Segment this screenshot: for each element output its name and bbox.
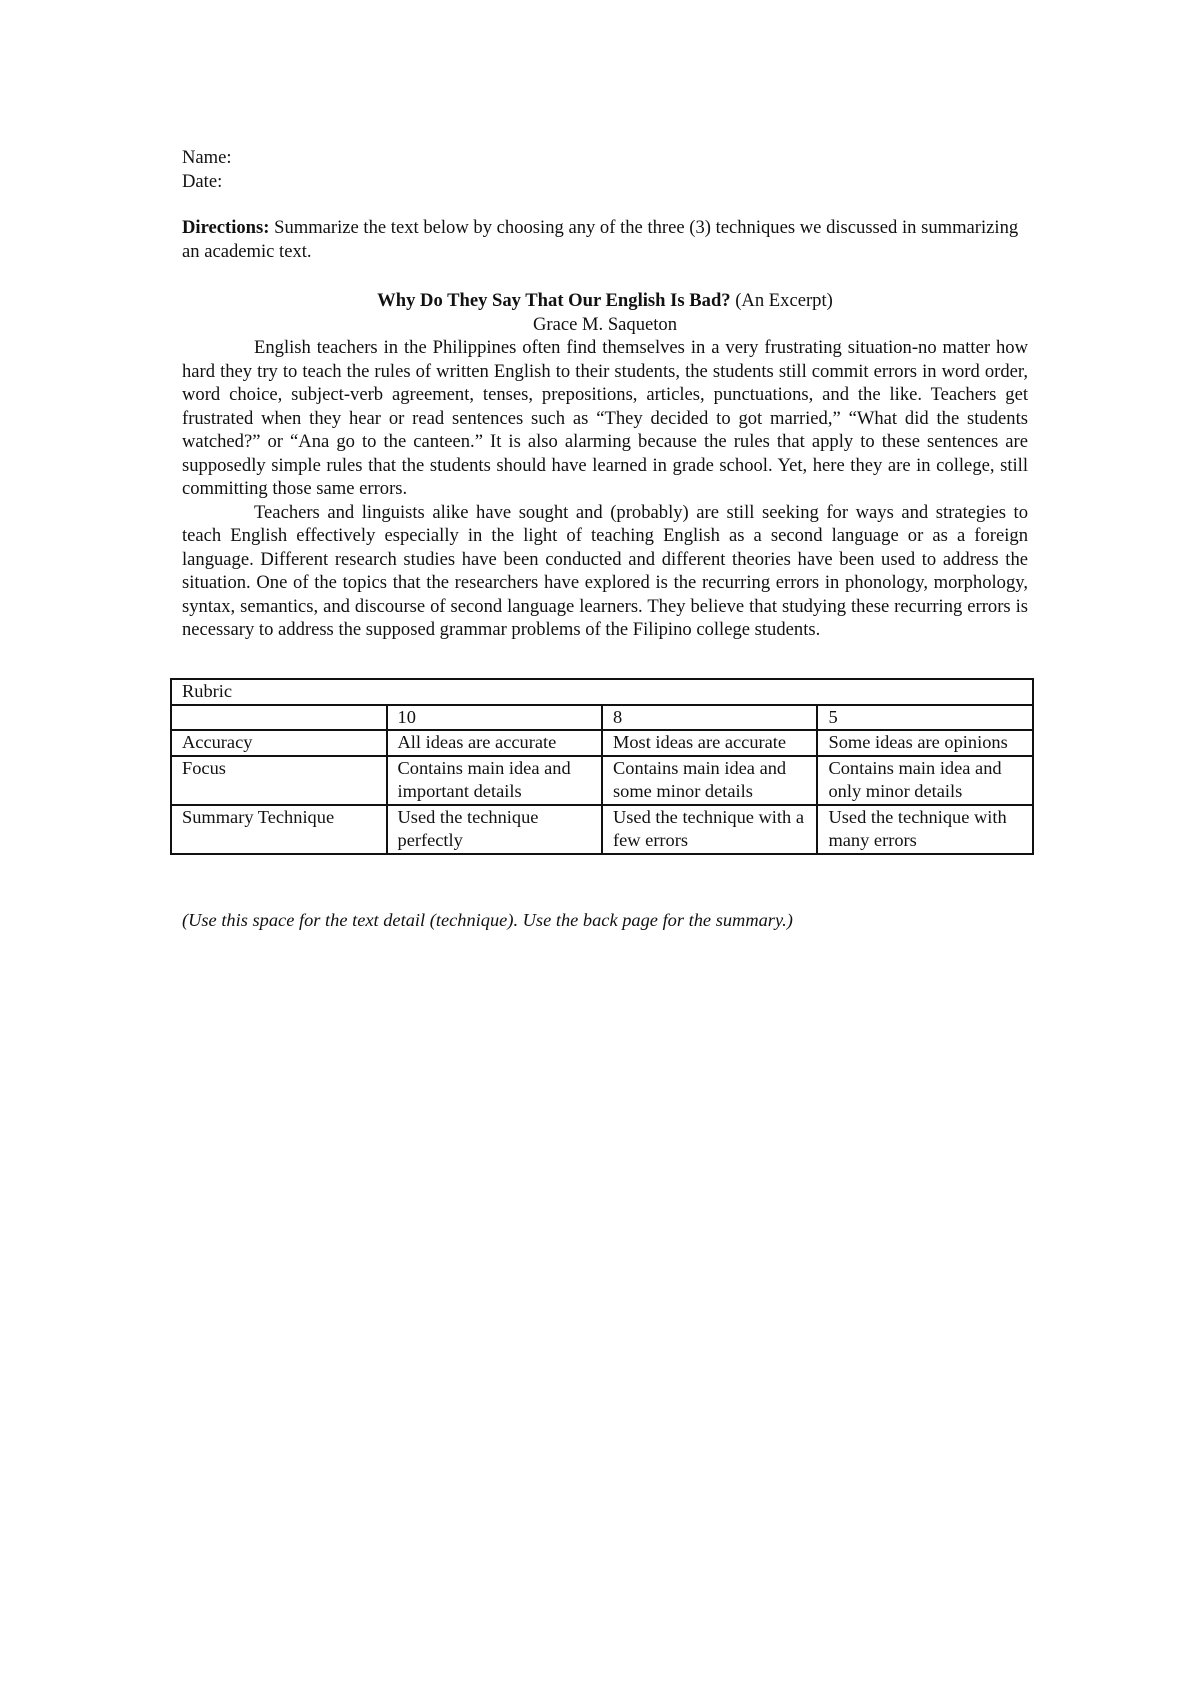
rubric-criterion: Focus <box>171 756 387 805</box>
directions-label: Directions: <box>182 217 270 238</box>
instruction-note: (Use this space for the text detail (technique). Use the back page for the summary.) <box>182 910 793 930</box>
rubric-cell: Used the technique perfectly <box>387 805 602 854</box>
rubric-cell: Most ideas are accurate <box>602 730 817 756</box>
article-paragraph: English teachers in the Philippines often find themselves in a very frustrating situation-no matter how hard they try to teach the rules of written English to their students, the students still commit errors in word order, word choice, subject-verb agreement, tenses, prepositions, articles, punctuations, and the like. Teachers get frustrated when they hear or read sentences such as “They decided to got married,” “What did the students watched?” or “Ana go to the canteen.” It is also alarming because the rules that apply to these sentences are supposedly simple rules that the students should have learned in grade school. Yet, here they are in college, still committing those same errors. <box>182 337 1028 499</box>
rubric-row-accuracy <box>171 730 1033 756</box>
rubric-cell: Used the technique with many errors <box>817 805 1033 854</box>
worksheet-content <box>182 146 1028 642</box>
name-label: Name: <box>182 147 232 168</box>
rubric-row-focus <box>171 756 1033 805</box>
rubric-cell: Some ideas are opinions <box>817 730 1033 756</box>
rubric-score-cell: 5 <box>817 705 1033 731</box>
article-paragraph: Teachers and linguists alike have sought and (probably) are still seeking for ways and strategies to teach English effectively especially in the light of teaching English as a second language or as a foreign language. Different research studies have been conducted and different theories have been used to address the situation. One of the topics that the researchers have explored is the recurring errors in phonology, morphology, syntax, semantics, and discourse of second language learners. They believe that studying these recurring errors is necessary to address the supposed grammar problems of the Filipino college students. <box>182 501 1028 640</box>
rubric-cell: Contains main idea and important details <box>387 756 602 805</box>
article-title-main: Why Do They Say That Our English Is Bad? <box>377 290 731 311</box>
rubric-score-cell: 10 <box>387 705 602 731</box>
rubric-criterion: Summary Technique <box>171 805 387 854</box>
article-body <box>182 336 1028 642</box>
rubric-cell: All ideas are accurate <box>387 730 602 756</box>
rubric-score-cell <box>171 705 387 731</box>
rubric-title: Rubric <box>171 679 1033 705</box>
rubric-cell: Used the technique with a few errors <box>602 805 817 854</box>
rubric-cell: Contains main idea and only minor details <box>817 756 1033 805</box>
article-author: Grace M. Saqueton <box>532 313 678 335</box>
rubric-table <box>170 678 1034 855</box>
article-title-suffix: (An Excerpt) <box>730 290 833 311</box>
directions <box>182 216 1028 263</box>
rubric-score-cell: 8 <box>602 705 817 731</box>
rubric-score-row <box>171 705 1033 731</box>
article-title <box>182 289 1028 313</box>
rubric-title-row <box>171 679 1033 705</box>
directions-text: Summarize the text below by choosing any of the three (3) techniques we discussed in summarizing an academic text. <box>182 217 1019 262</box>
date-label: Date: <box>182 170 223 192</box>
rubric-row-summary-technique <box>171 805 1033 854</box>
rubric-criterion: Accuracy <box>171 730 387 756</box>
rubric-cell: Contains main idea and some minor details <box>602 756 817 805</box>
